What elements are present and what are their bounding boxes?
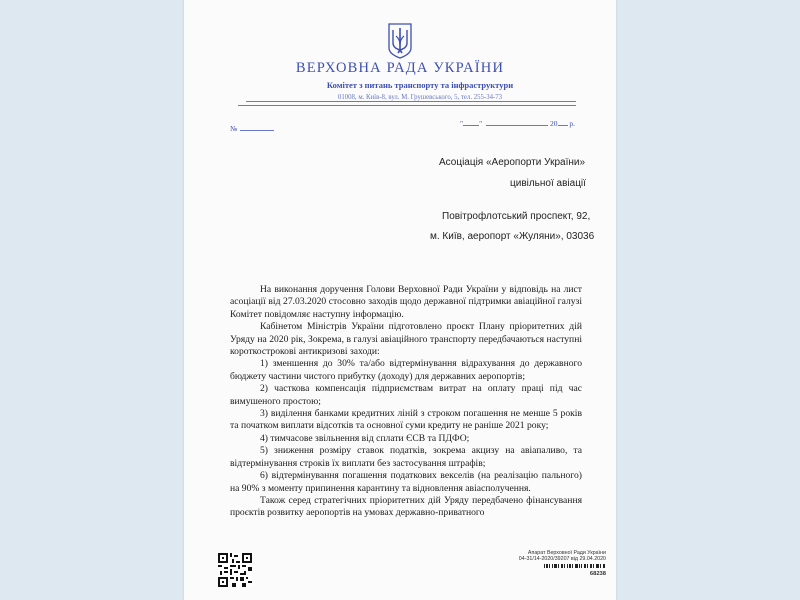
list-item: 1) зменшення до 30% та/або відтермінування відрахування до державного бюджету частини чистого прибутку (доходу) для державних аеропортів; — [230, 358, 582, 382]
date-day-blank — [463, 125, 479, 126]
stamp-line: Апарат Верховної Ради України — [527, 550, 606, 556]
stamp-code: 68238 — [589, 570, 606, 577]
committee-address: 01008, м. Київ-8, вул. М. Грушевського, 5, тел. 255-34-73 — [337, 94, 503, 101]
registration-stamp — [504, 550, 606, 577]
paragraph: На виконання доручення Голови Верховної Ради України у відповідь на лист асоціації від 27.03.2020 стосовно заходів щодо державної підтримки авіаційної галузі Комітет повідомляє наступну інформацію. — [230, 284, 582, 320]
committee-name: Комітет з питань транспорту та інфраструктури — [326, 80, 514, 90]
qr-code-icon — [218, 553, 252, 587]
list-item: 5) зниження розміру ставок податків, зокрема акцизу на авіапаливо, та відтермінування строків їх виплати без застосування штрафів; — [230, 445, 582, 469]
addressee-line: Повітрофлотський проспект, 92, — [442, 211, 591, 222]
list-item: 2) часткова компенсація підприємствам витрат на оплату праці під час вимушеного простою; — [230, 383, 582, 407]
addressee-line: м. Київ, аеропорт «Жуляни», 03036 — [430, 231, 595, 242]
date-year-blank — [558, 125, 568, 126]
list-item: 3) виділення банками кредитних ліній з строком погашення не менше 5 років та початком виплати відсотків та основної суми кредиту не раніше 2021 року; — [230, 408, 582, 432]
document-page — [184, 0, 616, 600]
list-item: 4) тимчасове звільнення від сплати ЄСВ та ПДФО; — [260, 432, 470, 444]
header-divider — [246, 101, 576, 102]
paragraph: Кабінетом Міністрів України підготовлено проєкт Плану пріоритетних дій Уряду на 2020 рік, Зокрема, в галузі авіаційного транспорту передбачаються наступні короткострокові антикризові заходи: — [230, 321, 582, 358]
barcode-icon — [544, 564, 606, 568]
stamp-line: 04-31/14-2020/39207 від 29.04.2020 — [518, 556, 606, 563]
letter-body — [230, 284, 582, 520]
number-blank — [240, 130, 274, 131]
addressee-line: Асоціація «Аеропорти України» — [439, 157, 586, 168]
list-item: 6) відтермінування погашення податкових векселів (на реалізацію пального) на 90% з моменту припинення карантину та відновлення авіасполучення. — [230, 470, 582, 494]
trident-emblem-icon — [386, 22, 414, 60]
registration-number — [230, 124, 274, 133]
registration-date: " " 20 р. — [460, 119, 575, 128]
number-label: № — [230, 124, 238, 133]
header-divider — [238, 105, 576, 106]
page-title: ВЕРХОВНА РАДА УКРАЇНИ — [295, 60, 505, 76]
date-month-blank — [486, 125, 548, 126]
addressee-line: цивільної авіації — [510, 178, 586, 189]
paragraph: Також серед стратегічних пріоритетних дій Уряду передбачено фінансування проєктів розвитку аеропортів на умовах державно-приватного — [230, 494, 582, 519]
